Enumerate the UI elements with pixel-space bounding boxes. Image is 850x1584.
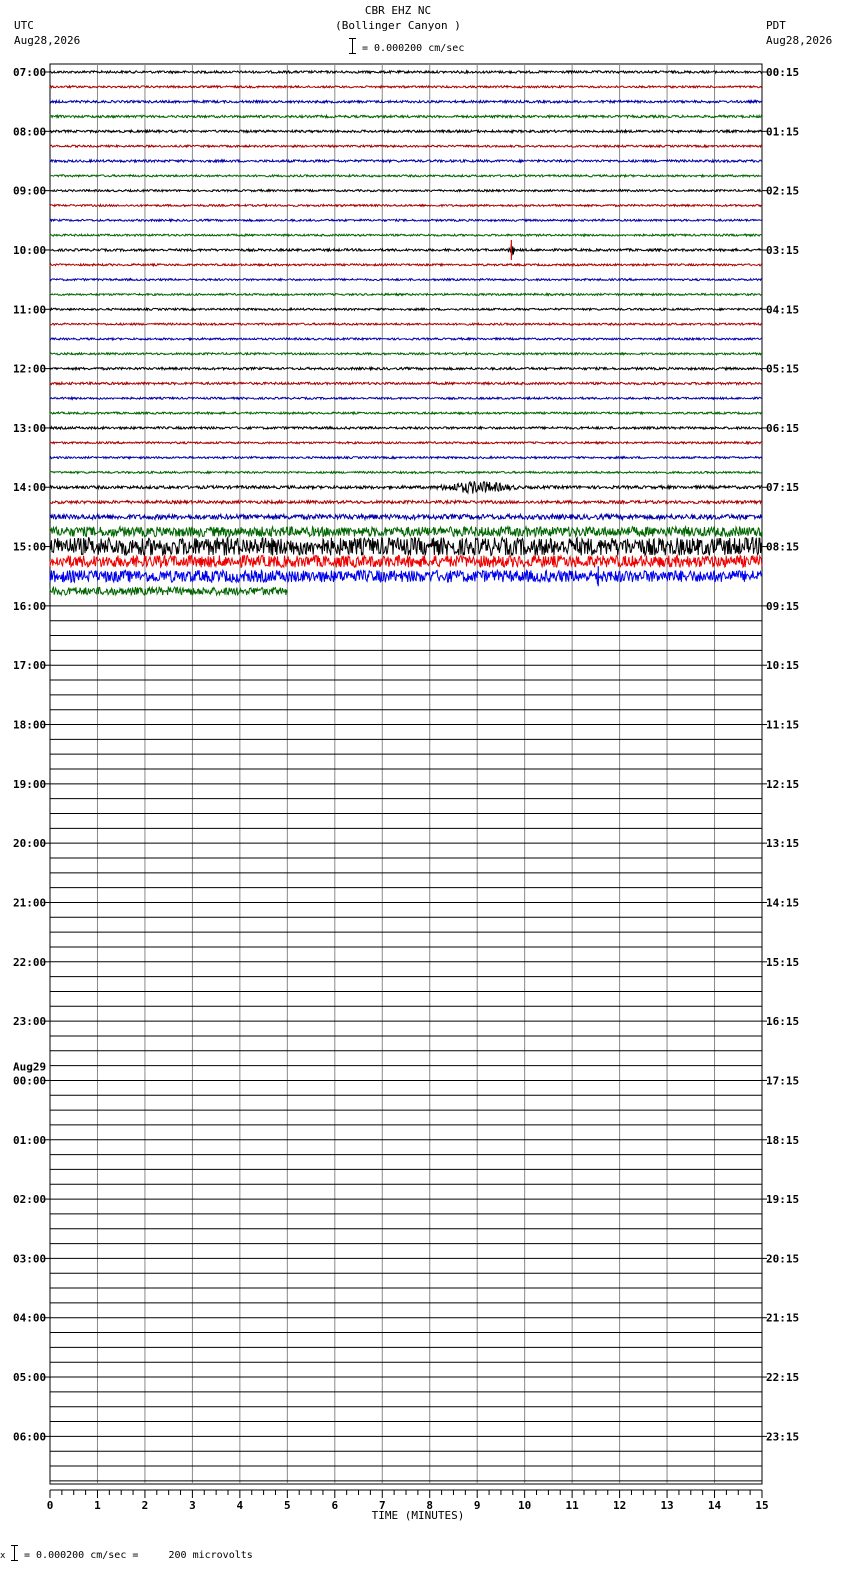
hour-label-utc: 16:00 bbox=[13, 599, 47, 613]
hour-label-pdt: 06:15 bbox=[766, 421, 800, 435]
hour-label-utc: 13:00 bbox=[13, 421, 47, 435]
hour-label-pdt: 18:15 bbox=[766, 1133, 800, 1147]
x-tick-label: 10 bbox=[518, 1499, 532, 1512]
hour-label-pdt: 13:15 bbox=[766, 837, 800, 851]
plot-frame bbox=[50, 64, 762, 1484]
seismic-trace bbox=[50, 205, 762, 207]
hour-label-utc: 18:00 bbox=[13, 718, 47, 732]
seismic-trace bbox=[50, 570, 762, 583]
x-tick-label: 12 bbox=[612, 1499, 627, 1512]
hour-label-utc: 00:00 bbox=[13, 1074, 47, 1088]
seismic-trace bbox=[50, 555, 762, 567]
seismic-trace bbox=[50, 244, 762, 255]
scale-bar-icon bbox=[349, 38, 356, 54]
hour-label-utc: 15:00 bbox=[13, 540, 47, 554]
seismic-trace bbox=[50, 115, 762, 117]
hour-label-pdt: 05:15 bbox=[766, 362, 800, 376]
hour-label-utc: 14:00 bbox=[13, 481, 47, 495]
x-tick-label: 5 bbox=[284, 1499, 291, 1512]
station-location: (Bollinger Canyon ) bbox=[335, 19, 461, 32]
hour-label-pdt: 04:15 bbox=[766, 303, 800, 317]
x-tick-label: 14 bbox=[707, 1499, 722, 1512]
seismic-trace bbox=[50, 264, 762, 266]
x-tick-label: 2 bbox=[141, 1499, 149, 1512]
seismic-trace bbox=[50, 294, 762, 296]
hour-label-pdt: 09:15 bbox=[766, 599, 800, 613]
scale-text: = 0.000200 cm/sec bbox=[362, 43, 465, 54]
seismic-trace bbox=[50, 514, 762, 519]
x-tick-label: 3 bbox=[189, 1499, 196, 1512]
hour-label-pdt: 08:15 bbox=[766, 540, 800, 554]
seismic-trace bbox=[50, 442, 762, 444]
seismic-trace bbox=[50, 338, 762, 340]
hour-label-utc: 06:00 bbox=[13, 1430, 47, 1444]
seismic-trace bbox=[50, 219, 762, 221]
hour-label-utc: 07:00 bbox=[13, 66, 47, 79]
x-tick-label: 8 bbox=[426, 1499, 434, 1512]
seismic-trace bbox=[50, 130, 762, 132]
x-tick-label: 15 bbox=[755, 1499, 769, 1512]
hour-label-utc: 01:00 bbox=[13, 1133, 47, 1147]
date-change-label: Aug29 bbox=[13, 1060, 47, 1074]
hour-label-utc: 22:00 bbox=[13, 955, 47, 969]
hour-label-utc: 20:00 bbox=[13, 837, 47, 851]
hour-label-utc: 21:00 bbox=[13, 896, 47, 910]
right-timezone: PDT bbox=[766, 19, 786, 32]
x-axis-title: TIME (MINUTES) bbox=[371, 1509, 465, 1522]
station-title: CBR EHZ NC bbox=[364, 4, 432, 17]
footer-scale-text: = 0.000200 cm/sec = 200 microvolts bbox=[24, 1550, 253, 1561]
seismic-trace bbox=[50, 308, 762, 310]
seismic-trace bbox=[50, 397, 762, 399]
seismic-trace bbox=[50, 527, 762, 537]
seismic-trace bbox=[50, 457, 762, 459]
hour-label-pdt: 23:15 bbox=[766, 1430, 800, 1444]
seismic-trace bbox=[50, 86, 762, 88]
hour-label-pdt: 01:15 bbox=[766, 125, 800, 139]
left-timezone: UTC bbox=[14, 19, 34, 32]
seismic-trace bbox=[50, 190, 762, 192]
seismic-trace bbox=[50, 175, 762, 177]
hour-label-utc: 03:00 bbox=[13, 1252, 47, 1266]
x-tick-label: 4 bbox=[236, 1499, 244, 1512]
hour-label-pdt: 19:15 bbox=[766, 1193, 800, 1207]
hour-label-pdt: 03:15 bbox=[766, 243, 800, 257]
hour-label-utc: 05:00 bbox=[13, 1371, 47, 1385]
right-date: Aug28,2026 bbox=[766, 34, 833, 47]
seismic-trace bbox=[50, 481, 762, 493]
hour-label-pdt: 02:15 bbox=[766, 184, 800, 198]
x-tick-label: 13 bbox=[660, 1499, 674, 1512]
x-tick-label: 6 bbox=[331, 1499, 339, 1512]
seismic-trace bbox=[50, 279, 762, 281]
hour-label-pdt: 14:15 bbox=[766, 896, 800, 910]
footer-prefix: x bbox=[0, 1551, 6, 1561]
seismic-trace bbox=[50, 427, 762, 429]
seismic-trace bbox=[50, 234, 762, 236]
hour-label-utc: 08:00 bbox=[13, 125, 47, 139]
hour-label-pdt: 12:15 bbox=[766, 777, 800, 791]
seismic-trace bbox=[50, 538, 762, 556]
hour-label-pdt: 20:15 bbox=[766, 1252, 800, 1266]
hour-label-utc: 02:00 bbox=[13, 1193, 47, 1207]
seismic-trace bbox=[50, 501, 762, 504]
hour-label-utc: 23:00 bbox=[13, 1015, 47, 1029]
seismic-trace bbox=[50, 587, 287, 595]
seismic-trace bbox=[50, 323, 762, 325]
seismic-trace bbox=[50, 382, 762, 384]
hour-label-utc: 12:00 bbox=[13, 362, 47, 376]
hour-label-pdt: 07:15 bbox=[766, 481, 800, 495]
x-tick-label: 0 bbox=[46, 1499, 54, 1512]
hour-label-utc: 19:00 bbox=[13, 777, 47, 791]
hour-label-utc: 04:00 bbox=[13, 1311, 47, 1325]
hour-label-utc: 11:00 bbox=[13, 303, 47, 317]
seismic-trace bbox=[50, 353, 762, 355]
hour-label-pdt: 16:15 bbox=[766, 1015, 800, 1029]
hour-label-pdt: 11:15 bbox=[766, 718, 800, 732]
hour-label-pdt: 15:15 bbox=[766, 955, 800, 969]
footer-scale-icon bbox=[11, 1545, 18, 1561]
seismic-trace bbox=[50, 160, 762, 162]
hour-label-pdt: 17:15 bbox=[766, 1074, 800, 1088]
hour-label-utc: 10:00 bbox=[13, 243, 47, 257]
seismic-trace bbox=[50, 412, 762, 414]
left-date: Aug28,2026 bbox=[14, 34, 81, 47]
hour-label-utc: 17:00 bbox=[13, 659, 47, 673]
hour-label-pdt: 21:15 bbox=[766, 1311, 800, 1325]
x-tick-label: 1 bbox=[94, 1499, 101, 1512]
hour-label-pdt: 10:15 bbox=[766, 659, 800, 673]
hour-label-utc: 09:00 bbox=[13, 184, 47, 198]
x-tick-label: 9 bbox=[473, 1499, 481, 1512]
seismic-trace bbox=[50, 145, 762, 147]
x-tick-label: 11 bbox=[565, 1499, 579, 1512]
hour-label-pdt: 22:15 bbox=[766, 1371, 800, 1385]
seismic-trace bbox=[50, 367, 762, 369]
seismic-trace bbox=[50, 101, 762, 103]
seismic-trace bbox=[50, 71, 762, 73]
x-tick-label: 7 bbox=[378, 1499, 386, 1512]
seismic-trace bbox=[50, 471, 762, 473]
hour-label-pdt: 00:15 bbox=[766, 66, 800, 79]
